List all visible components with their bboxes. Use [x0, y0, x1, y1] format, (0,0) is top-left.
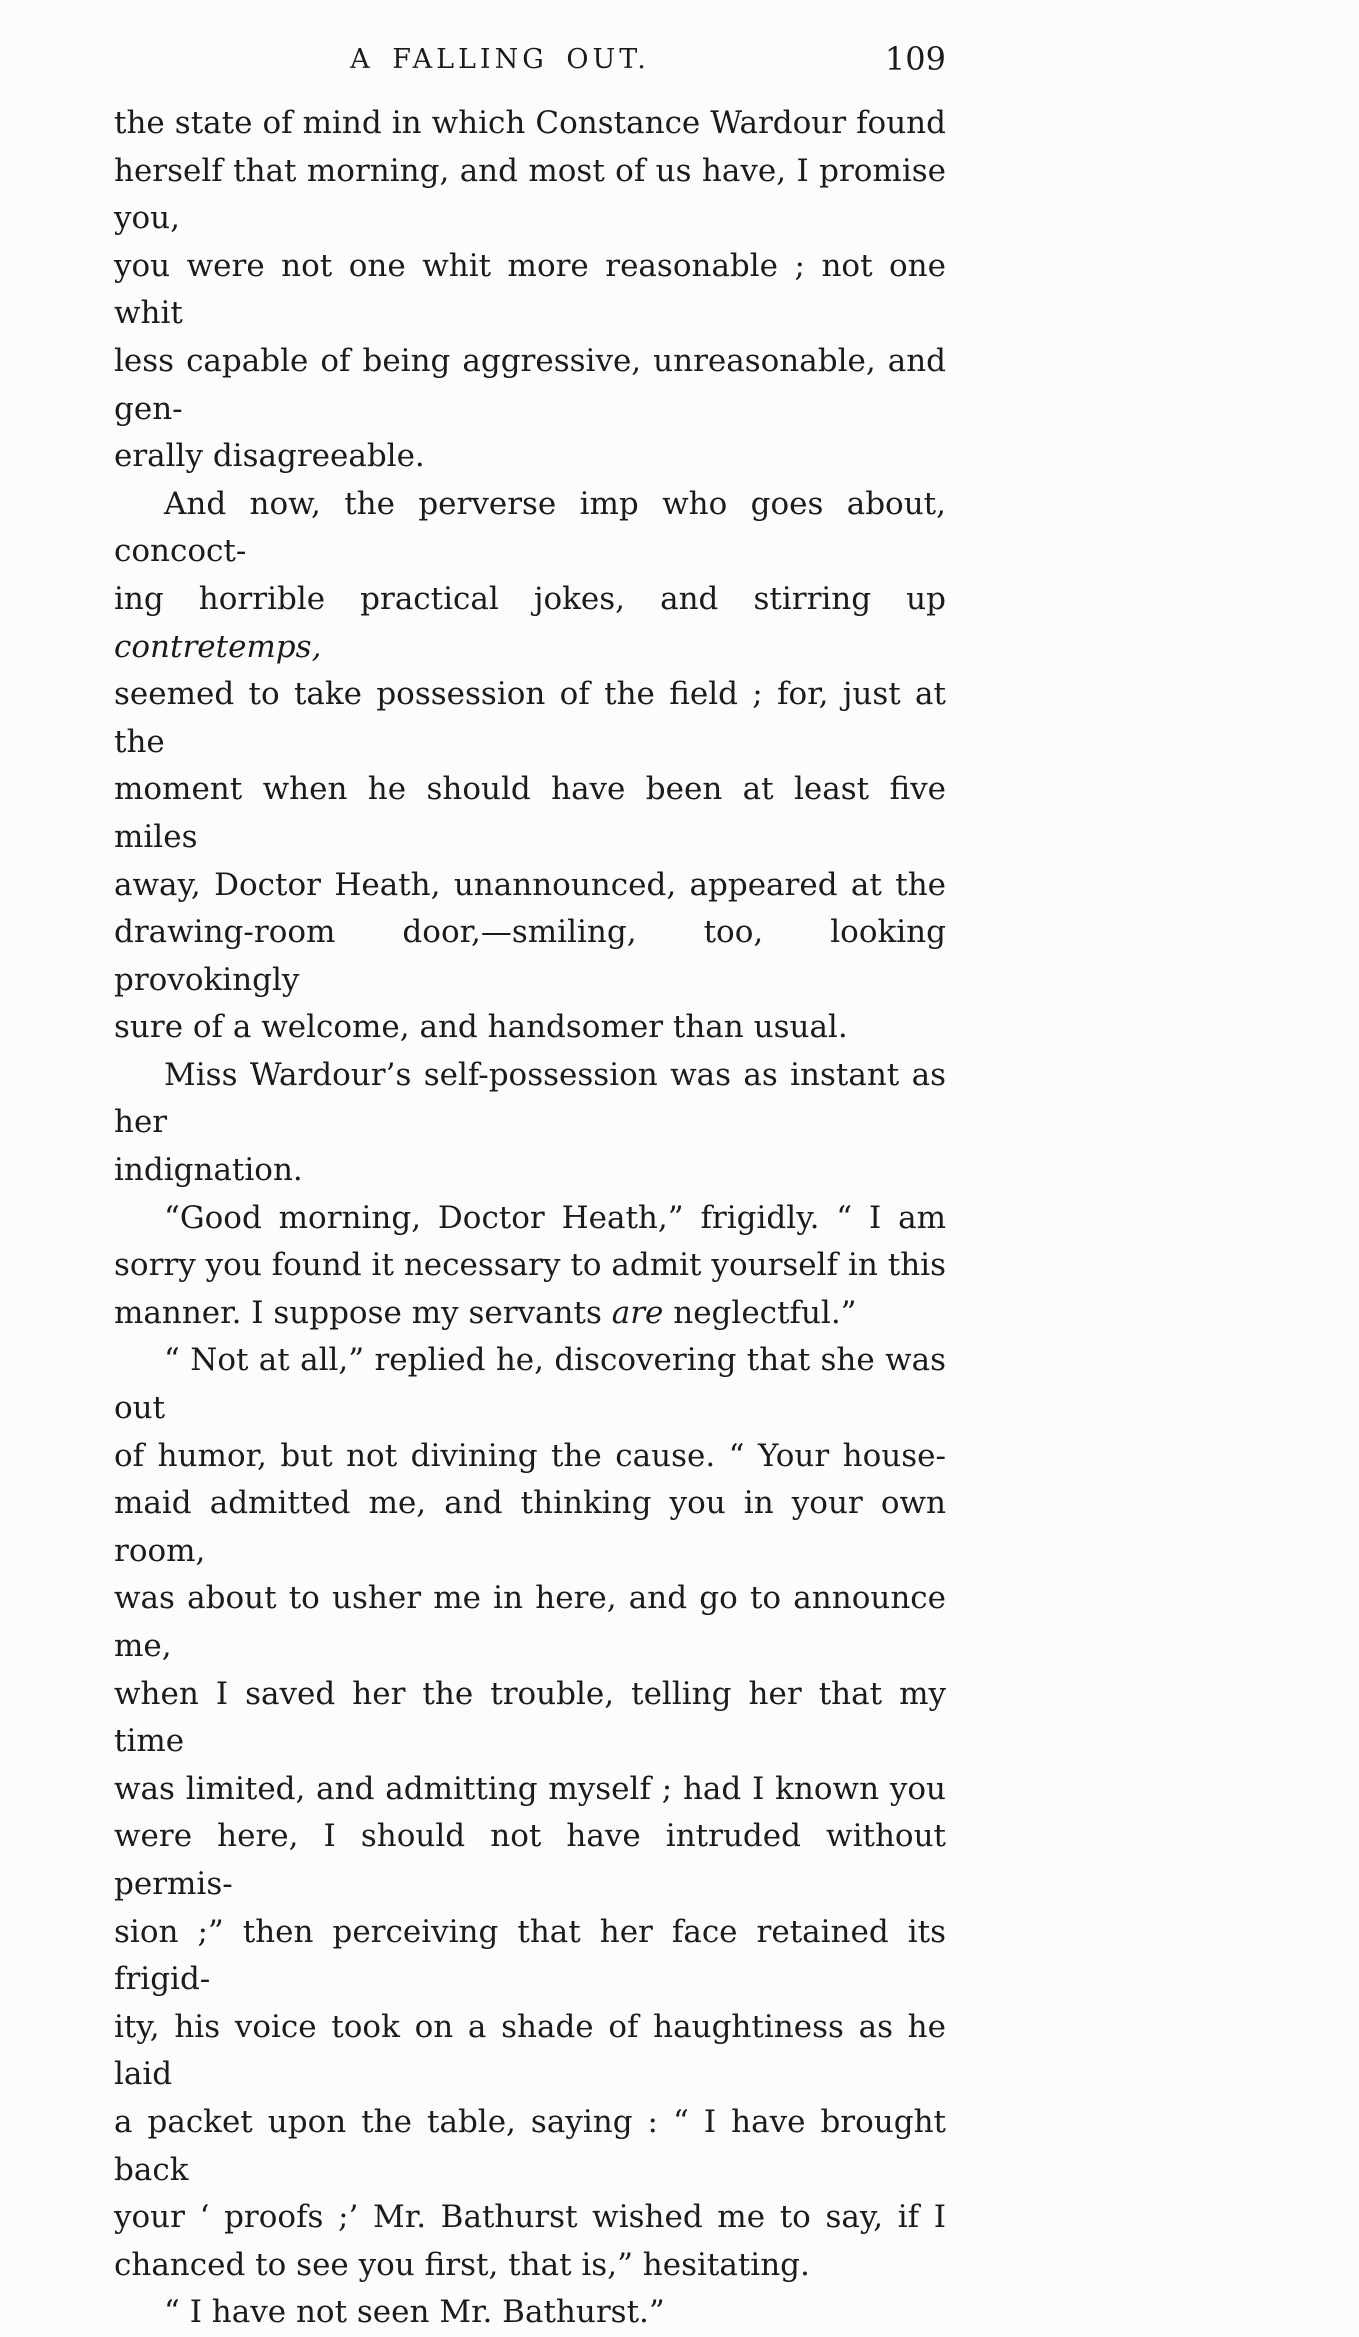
text-line: moment when he should have been at least five miles	[114, 771, 946, 855]
text-block	[114, 34, 946, 2337]
text-line: of humor, but not divining the cause. “ Your house-	[114, 1437, 946, 1474]
text-line: seemed to take possession of the field ; for, just at the	[114, 676, 946, 760]
running-head	[114, 34, 946, 100]
text-line: when I saved her the trouble, telling her that my time	[114, 1675, 946, 1760]
text-line: your ‘ proofs ;’ Mr. Bathurst wished me to say, if I	[114, 2199, 946, 2236]
page-number: 109	[884, 40, 946, 78]
text-line: maid admitted me, and thinking you in your own room,	[114, 1485, 946, 1569]
text-line: ity, his voice took on a shade of haughtiness as he laid	[114, 2008, 946, 2093]
text-line: herself that morning, and most of us have, I promise you,	[114, 152, 946, 237]
text-line: was limited, and admitting myself ; had I known you	[114, 1770, 946, 1807]
text-line: drawing-room door,—smiling, too, looking provokingly	[114, 914, 946, 998]
text-body	[114, 100, 946, 2337]
text-line: sure of a welcome, and handsomer than usual.	[114, 1009, 848, 1046]
text-line: sion ;” then perceiving that her face retained its frigid-	[114, 1913, 946, 1998]
text-line: Miss Wardour’s self-possession was as instant as her	[114, 1056, 946, 1141]
text-line: chanced to see you first, that is,” hesitating.	[114, 2246, 810, 2283]
text-line: “ I have not seen Mr. Bathurst.”	[164, 2294, 665, 2331]
text-line: “Good morning, Doctor Heath,” frigidly. “ I am	[164, 1199, 946, 1236]
text-line: manner. I suppose my servants are neglectful.”	[114, 1294, 857, 1331]
text-line: were here, I should not have intruded without permis-	[114, 1818, 946, 1902]
text-line: less capable of being aggressive, unreasonable, and gen-	[114, 342, 946, 427]
text-line: the state of mind in which Constance Wardour found	[114, 105, 946, 141]
text-line: you were not one whit more reasonable ; not one whit	[114, 247, 946, 332]
text-line: was about to usher me in here, and go to announce me,	[114, 1580, 946, 1664]
text-line: away, Doctor Heath, unannounced, appeared at the	[114, 866, 946, 903]
text-line: indignation.	[114, 1152, 303, 1189]
text-line: ing horrible practical jokes, and stirring up contretemps,	[114, 580, 946, 665]
text-line: erally disagreeable.	[114, 438, 425, 475]
text-line: a packet upon the table, saying : “ I have brought back	[114, 2103, 946, 2188]
text-line: And now, the perverse imp who goes about, concoct-	[114, 485, 946, 570]
text-line: sorry you found it necessary to admit yourself in this	[114, 1247, 946, 1284]
page-title: A FALLING OUT.	[350, 44, 650, 75]
text-line: “ Not at all,” replied he, discovering that she was out	[114, 1342, 946, 1427]
